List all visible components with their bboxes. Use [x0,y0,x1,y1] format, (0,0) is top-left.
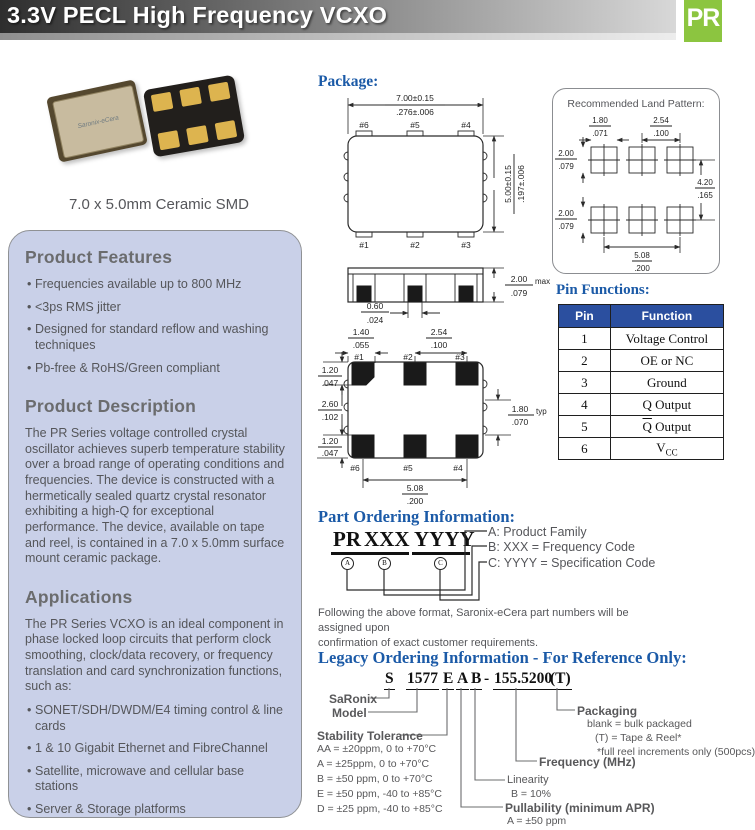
chip-pad [208,82,231,102]
applications-intro: The PR Series VCXO is an ideal component in phase locked loop circuits that perform clock smoothing, clock/data recovery, or frequency translation and card synchronization functions, such as: [25,616,284,694]
svg-text:#4: #4 [453,463,463,473]
po-token-frequency: XXX [364,527,410,551]
pin-functions-heading: Pin Functions: [556,282,650,298]
svg-text:#5: #5 [403,463,413,473]
table-row: 1 Voltage Control [559,328,724,350]
side-view-dimensions [361,268,550,325]
q-bar: $\overline{Q}$ [642,418,652,434]
stability-items: AA = ±20ppm, 0 to +70°C A = ±25ppm, 0 to +70°C B = ±50 ppm, 0 to +70°C E = ±50 ppm, -40 to +85°C D = ±25 ppm, -40 to +85°C [317,743,443,815]
top-view-dimensions [348,93,526,232]
svg-text:.055: .055 [352,340,370,350]
svg-text:#2: #2 [410,240,420,250]
dim-pad-mm: 0.60 [366,301,384,311]
svg-text:.165: .165 [697,191,713,200]
col-function: Function [610,305,723,328]
svg-text:4.20: 4.20 [697,178,713,187]
list-item: • Designed for standard reflow and washing techniques [27,322,269,352]
svg-text:1.80: 1.80 [592,116,608,125]
svg-text:#6: #6 [350,463,360,473]
package-side-view-drawing [328,256,556,330]
svg-text:2.54: 2.54 [430,327,448,337]
part-ordering-heading: Part Ordering Information: [318,507,516,526]
svg-text:.100: .100 [430,340,448,350]
svg-text:2.00: 2.00 [558,149,574,158]
po-token-family: PR [333,527,361,551]
svg-text:.079: .079 [558,222,574,231]
marker-circle-c: C [434,557,447,570]
svg-text:.102: .102 [321,412,339,422]
bottom-view-bottom-dims [363,459,467,506]
side-view-body [348,268,483,302]
svg-text:5.08: 5.08 [406,483,424,493]
svg-text:2.00: 2.00 [558,209,574,218]
chip-lid [52,85,144,159]
po-token-spec: YYYY [414,527,475,551]
vcc-label: V [656,439,666,455]
table-row: 2 OE or NC [559,350,724,372]
ordering-note: Following the above format, Saronix-eCera part numbers will be assigned upon confirmation of exact customer requirements. [318,607,629,649]
package-bottom-view-drawing [315,328,551,506]
dim-pad-in: .024 [366,315,384,325]
svg-text:.200: .200 [406,496,424,506]
table-row: 3 Ground [559,372,724,394]
table-row: 4 Q Output [559,394,724,416]
land-pattern-heading: Recommended Land Pattern: [567,98,705,110]
svg-text:.079: .079 [558,162,574,171]
po-legend-a: A: Product Family [488,525,587,539]
chip-pad [151,92,174,112]
chip-pad [179,87,202,107]
label-pullability: Pullability (minimum APR) [505,801,655,815]
features-heading: Product Features [25,247,173,267]
label-linearity: Linearity [507,774,549,786]
pr-logo-text: PR [686,4,720,32]
dim-width-mm: 7.00±0.15 [396,93,434,103]
list-item: • Pb-free & RoHS/Green compliant [27,360,220,375]
svg-text:#3: #3 [461,240,471,250]
applications-heading: Applications [25,586,133,607]
linearity-value: B = 10% [511,788,551,800]
package-top-view-drawing [328,90,548,254]
packaging-note: *full reel increments only (500pcs) [597,746,755,758]
packaging-item: blank = bulk packaged [587,718,692,730]
legacy-heading: Legacy Ordering Information - For Reference Only: [318,648,687,667]
header-strip [0,33,676,40]
chip-pad [158,130,181,150]
list-item: • <3ps RMS jitter [27,299,121,314]
svg-text:#4: #4 [461,120,471,130]
dim-thickness-in: .079 [510,288,528,298]
svg-text:1.20: 1.20 [321,436,339,446]
features-list [27,277,285,376]
svg-text:#3: #3 [455,352,465,362]
svg-text:#1: #1 [354,352,364,362]
dim-thickness-mm: 2.00 [510,274,528,284]
svg-text:2.54: 2.54 [653,116,669,125]
dim-thickness-suffix: max [535,277,551,286]
land-dims [555,116,715,273]
svg-text:.047: .047 [321,378,339,388]
lg-token-pullability: A [456,670,469,690]
po-legend-c: C: YYYY = Specification Code [488,556,656,570]
land-pads [588,144,696,236]
package-heading: Package: [318,73,379,90]
chip-photo-bottom [143,75,245,158]
photo-caption: 7.0 x 5.0mm Ceramic SMD [68,196,250,213]
top-view-body [344,131,487,237]
top-view-pin-labels [359,120,471,250]
marker-circle-b: B [378,557,391,570]
svg-text:.071: .071 [592,129,608,138]
packaging-item: (T) = Tape & Reel* [595,732,682,744]
list-item: • Satellite, microwave and cellular base stations [27,763,245,794]
land-pattern-box [552,88,720,274]
lg-token-frequency: 155.5200 [493,670,553,690]
svg-text:#2: #2 [403,352,413,362]
label-frequency: Frequency (MHz) [539,755,636,769]
svg-text:#6: #6 [359,120,369,130]
svg-text:1.80: 1.80 [511,404,529,414]
svg-text:#1: #1 [359,240,369,250]
table-row: 6 $V_{CC}$ [559,438,724,460]
svg-text:.100: .100 [653,129,669,138]
svg-text:5.08: 5.08 [634,251,650,260]
lg-token-stability: E [442,670,454,690]
pullability-value: A = ±50 ppm [507,815,567,827]
dim-width-in: .276±.006 [396,107,434,117]
svg-text:.047: .047 [321,448,339,458]
lg-token-model: 1577 [406,670,439,690]
list-item: • Server & Storage platforms [27,802,186,816]
dim-height-mm: 5.00±0.15 [503,165,513,203]
po-legend-b: B: XXX = Frequency Code [488,540,635,554]
chip-photo-top [46,79,148,162]
description-text: The PR Series voltage controlled crystal oscillator achieves superb temperature stability over a broad range of operating conditions and frequencies. The device is constructed with a hermetically sealed quartz crystal resonator exhibiting a high-Q for exceptional performance. The device, available on tape and reel, is contained in a 7.0 x 5.0mm surface mount ceramic package. [25,426,285,566]
svg-text:2.60: 2.60 [321,399,339,409]
svg-text:#5: #5 [410,120,420,130]
table-row: 5 $\overline{Q}$ Output [559,416,724,438]
label-stability: Stability Tolerance [317,729,423,743]
land-pattern-drawing [553,115,721,273]
lg-token-dash: - [484,670,490,687]
label-packaging: Packaging [577,704,638,718]
svg-text:.200: .200 [634,264,650,273]
dim-height-in: .197±.006 [516,165,526,203]
list-item: • 1 & 10 Gigabit Ethernet and FibreChannel [27,741,268,756]
list-item: • SONET/SDH/DWDM/E4 timing control & line cards [27,702,283,733]
pin-functions-table [558,304,724,460]
table-header-row [559,305,724,328]
svg-text:.070: .070 [511,417,529,427]
chip-pad [186,125,209,145]
chip-pad [215,120,238,140]
chip-logo-text: Saronix-eCera [76,113,120,130]
lg-token-s: S [384,670,395,690]
label-saronix: SaRonix [329,692,378,706]
col-pin: Pin [559,305,611,328]
bottom-view-right-dims [485,389,547,446]
label-model: Model [332,706,367,720]
pr-series-logo [684,0,722,42]
lg-token-packaging: (T) [549,670,572,690]
svg-text:1.40: 1.40 [352,327,370,337]
lg-token-linearity: B [470,670,482,690]
info-box [8,230,302,818]
svg-text:1.20: 1.20 [321,365,339,375]
bottom-view-left-dims [317,352,352,468]
applications-list [27,703,285,818]
list-item: • Frequencies available up to 800 MHz [27,277,242,291]
description-heading: Product Description [25,396,197,417]
svg-text:typ: typ [536,407,547,416]
bottom-view-body [344,362,487,458]
page-title: 3.3V PECL High Frequency VCXO [7,2,388,28]
marker-circle-a: A [341,557,354,570]
